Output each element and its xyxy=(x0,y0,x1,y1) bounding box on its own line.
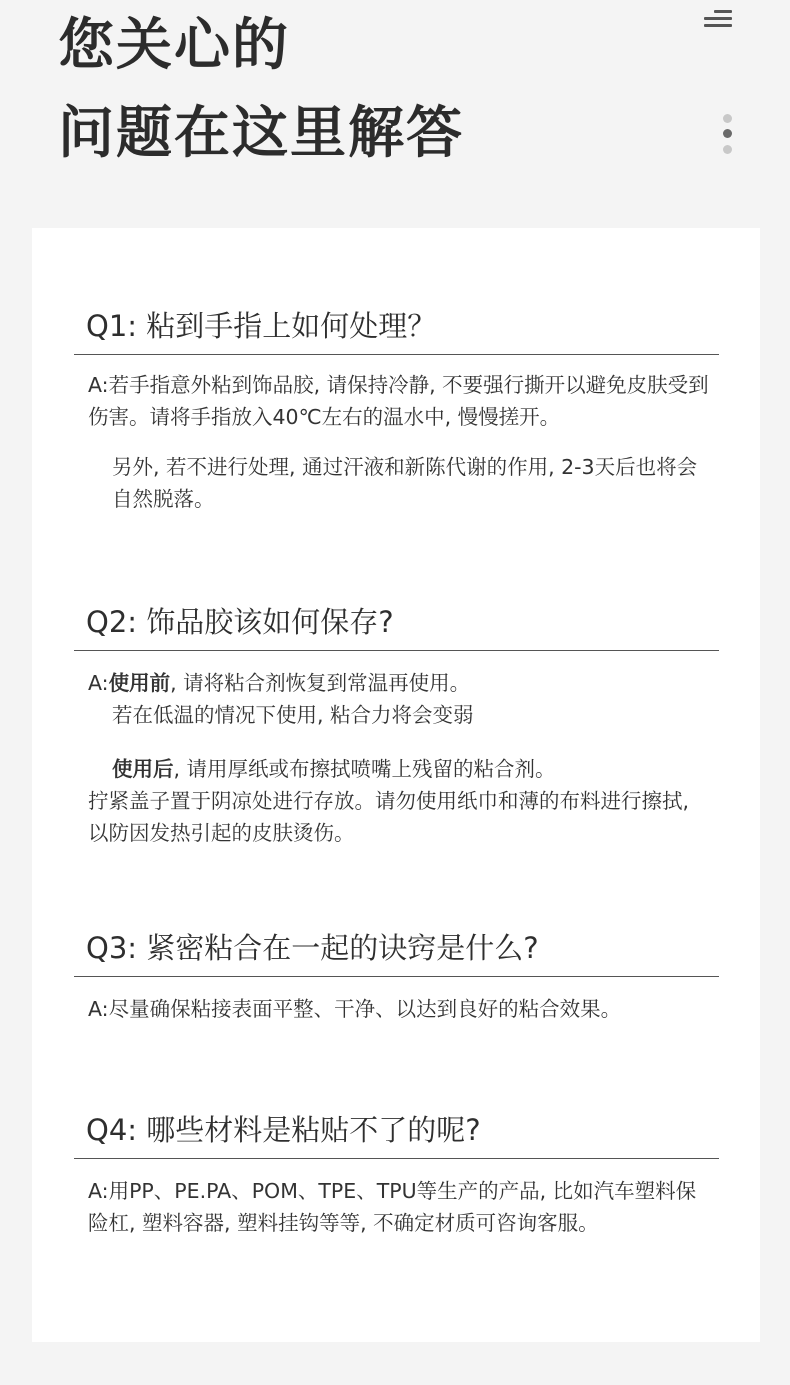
divider xyxy=(74,976,719,977)
question-4: Q4: 哪些材料是粘贴不了的呢? xyxy=(86,1113,481,1147)
title-line-2: 问题在这里解答 xyxy=(58,101,464,166)
before-use-label: 使用前 xyxy=(108,671,171,695)
answer-2-line-3: 使用后, 请用厚纸或布擦拭喷嘴上残留的粘合剂。 xyxy=(112,757,556,781)
divider xyxy=(74,1158,719,1159)
answer-3 xyxy=(74,993,719,1025)
answer-1-paragraph-1: A:若手指意外粘到饰品胶, 请保持冷静, 不要强行撕开以避免皮肤受到伤害。请将手指放入40℃左右的温水中, 慢慢搓开。 xyxy=(88,373,709,429)
question-1: Q1: 粘到手指上如何处理？ xyxy=(86,309,437,343)
faq-item-4 xyxy=(74,1110,719,1239)
answer-3-paragraph: A:尽量确保粘接表面平整、干净、以达到良好的粘合效果。 xyxy=(88,997,622,1021)
question-2: Q2: 饰品胶该如何保存? xyxy=(86,605,394,639)
answer-2 xyxy=(74,667,719,849)
after-use-label: 使用后 xyxy=(112,757,174,781)
faq-item-2 xyxy=(74,602,719,849)
divider xyxy=(74,354,719,355)
title-line-1: 您关心的 xyxy=(58,13,290,78)
answer-1 xyxy=(74,369,719,515)
faq-item-3 xyxy=(74,928,719,1025)
answer-4-paragraph: A:用PP、PE.PA、POM、TPE、TPU等生产的产品, 比如汽车塑料保险杠, 塑料容器, 塑料挂钩等等, 不确定材质可咨询客服。 xyxy=(88,1179,697,1235)
divider xyxy=(74,650,719,651)
answer-2-line-1: A:使用前, 请将粘合剂恢复到常温再使用。 xyxy=(88,671,471,695)
faq-card xyxy=(32,228,760,1342)
answer-4 xyxy=(74,1175,719,1239)
faq-item-1 xyxy=(74,306,719,515)
answer-2-line-2: 若在低温的情况下使用, 粘合力将会变弱 xyxy=(112,703,474,727)
answer-1-paragraph-2: 另外, 若不进行处理, 通过汗液和新陈代谢的作用, 2-3天后也将会自然脱落。 xyxy=(112,455,698,511)
page-title xyxy=(58,2,464,178)
more-vertical-icon[interactable] xyxy=(720,114,734,160)
question-3: Q3: 紧密粘合在一起的诀窍是什么? xyxy=(86,931,539,965)
answer-2-line-4: 拧紧盖子置于阴凉处进行存放。请勿使用纸巾和薄的布料进行擦拭, 以防因发热引起的皮肤烫伤。 xyxy=(88,789,690,845)
menu-icon[interactable] xyxy=(700,8,732,30)
